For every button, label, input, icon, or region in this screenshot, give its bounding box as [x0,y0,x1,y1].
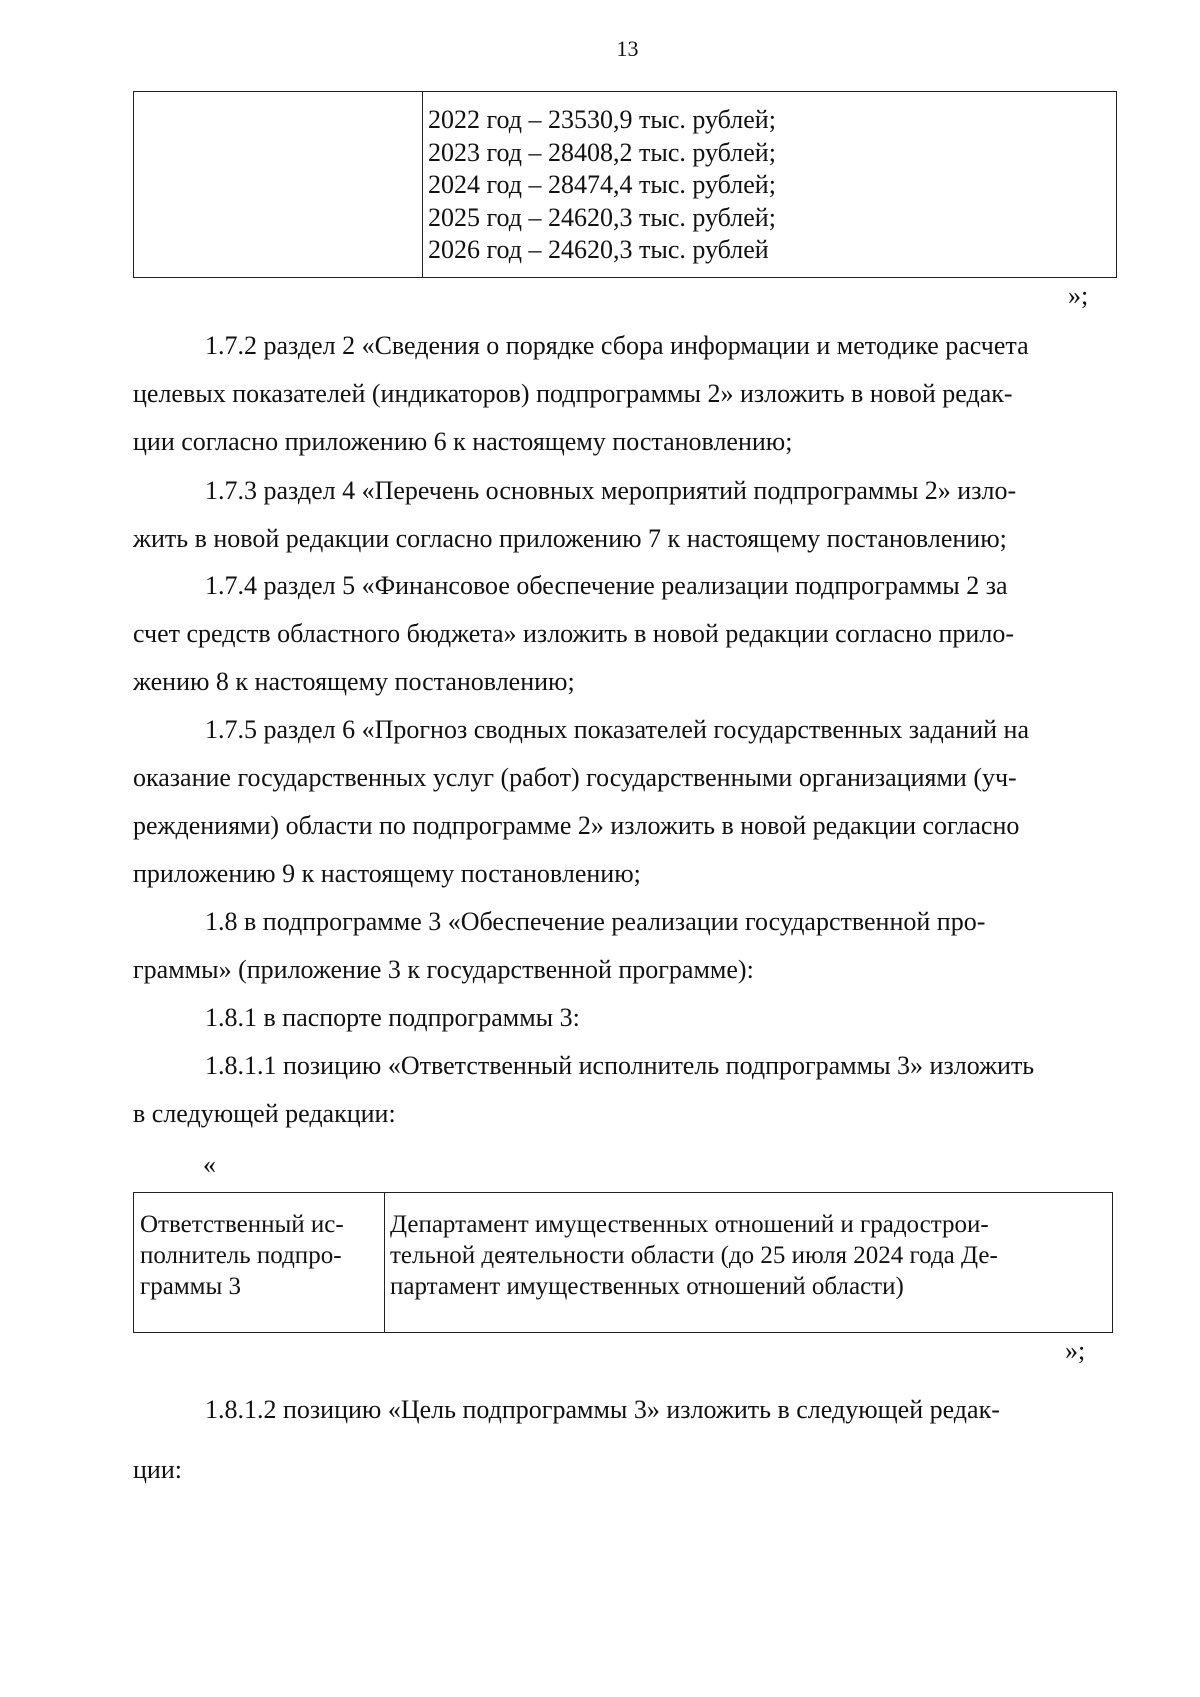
paragraph-1-8-1-2 [133,1380,1117,1500]
paragraph-line: 1.7.2 раздел 2 «Сведения о порядке сбора информации и методике расчета [205,331,1029,360]
funding-row: 2026 год – 24620,3 тыс. рублей [428,235,769,264]
paragraph-line: приложению 9 к настоящему постановлению; [133,859,641,888]
cell-line: граммы 3 [140,1273,242,1300]
cell-line: тельной деятельности области (до 25 июля 2024 года Де- [390,1242,998,1269]
paragraph-line: 1.7.3 раздел 4 «Перечень основных мероприятий подпрограммы 2» изло- [205,476,1017,505]
paragraph-line: граммы» (приложение 3 к государственной программе): [133,955,754,984]
page-number: 13 [616,36,639,61]
executor-table-label-cell [134,1193,385,1332]
paragraph-line: 1.8.1.2 позицию «Цель подпрограммы 3» изложить в следующей редак- [205,1395,1000,1424]
funding-row: 2025 год – 24620,3 тыс. рублей; [428,202,776,232]
paragraph-1-7-5 [133,706,1117,898]
opening-quote: « [203,1150,216,1179]
paragraph-1-8 [133,898,1117,994]
cell-line: Ответственный ис- [140,1211,344,1238]
closing-quote: »; [1065,1336,1086,1365]
cell-line: партамент имущественных отношений области) [390,1273,904,1300]
funding-row: 2023 год – 28408,2 тыс. рублей; [428,137,776,167]
paragraph-line: 1.7.4 раздел 5 «Финансовое обеспечение реализации подпрограммы 2 за [205,571,1008,600]
cell-line: Департамент имущественных отношений и градострои- [390,1211,989,1238]
paragraph-1-7-4 [133,562,1117,706]
paragraph-line: ции согласно приложению 6 к настоящему постановлению; [133,427,793,456]
paragraph-1-8-1-1 [133,1042,1117,1138]
funding-row: 2022 год – 23530,9 тыс. рублей; [428,105,776,134]
paragraph-1-8-1 [133,994,1117,1042]
funding-row: 2024 год – 28474,4 тыс. рублей; [428,170,776,199]
funding-table-empty-cell [134,92,423,277]
paragraph-line: 1.8.1.1 позицию «Ответственный исполнитель подпрограммы 3» изложить [205,1051,1035,1080]
paragraph-line: жить в новой редакции согласно приложению 7 к настоящему постановлению; [133,524,1007,553]
funding-table [133,91,1117,278]
paragraph-line: 1.8 в подпрограмме 3 «Обеспечение реализации государственной про- [205,907,986,936]
cell-line: полнитель подпро- [140,1242,342,1269]
paragraph-1-7-2 [133,322,1117,466]
paragraph-line: оказание государственных услуг (работ) государственными организациями (уч- [133,763,1017,792]
paragraph-line: в следующей редакции: [133,1099,396,1128]
funding-table-values-cell [428,104,1108,267]
executor-table-value-cell [390,1209,1104,1302]
paragraph-1-7-3 [133,467,1117,563]
paragraph-line: целевых показателей (индикаторов) подпрограммы 2» изложить в новой редак- [133,379,1013,408]
executor-table [133,1192,1113,1333]
paragraph-line: 1.8.1 в паспорте подпрограммы 3: [205,1003,580,1032]
paragraph-line: реждениями) области по подпрограмме 2» изложить в новой редакции согласно [133,811,1020,840]
paragraph-line: счет средств областного бюджета» изложить в новой редакции согласно прило- [133,619,1014,648]
paragraph-line: 1.7.5 раздел 6 «Прогноз сводных показателей государственных заданий на [205,715,1030,744]
paragraph-line: жению 8 к настоящему постановлению; [133,667,575,696]
closing-quote: »; [1068,281,1089,310]
executor-label [140,1209,378,1302]
paragraph-line: ции: [133,1455,182,1484]
